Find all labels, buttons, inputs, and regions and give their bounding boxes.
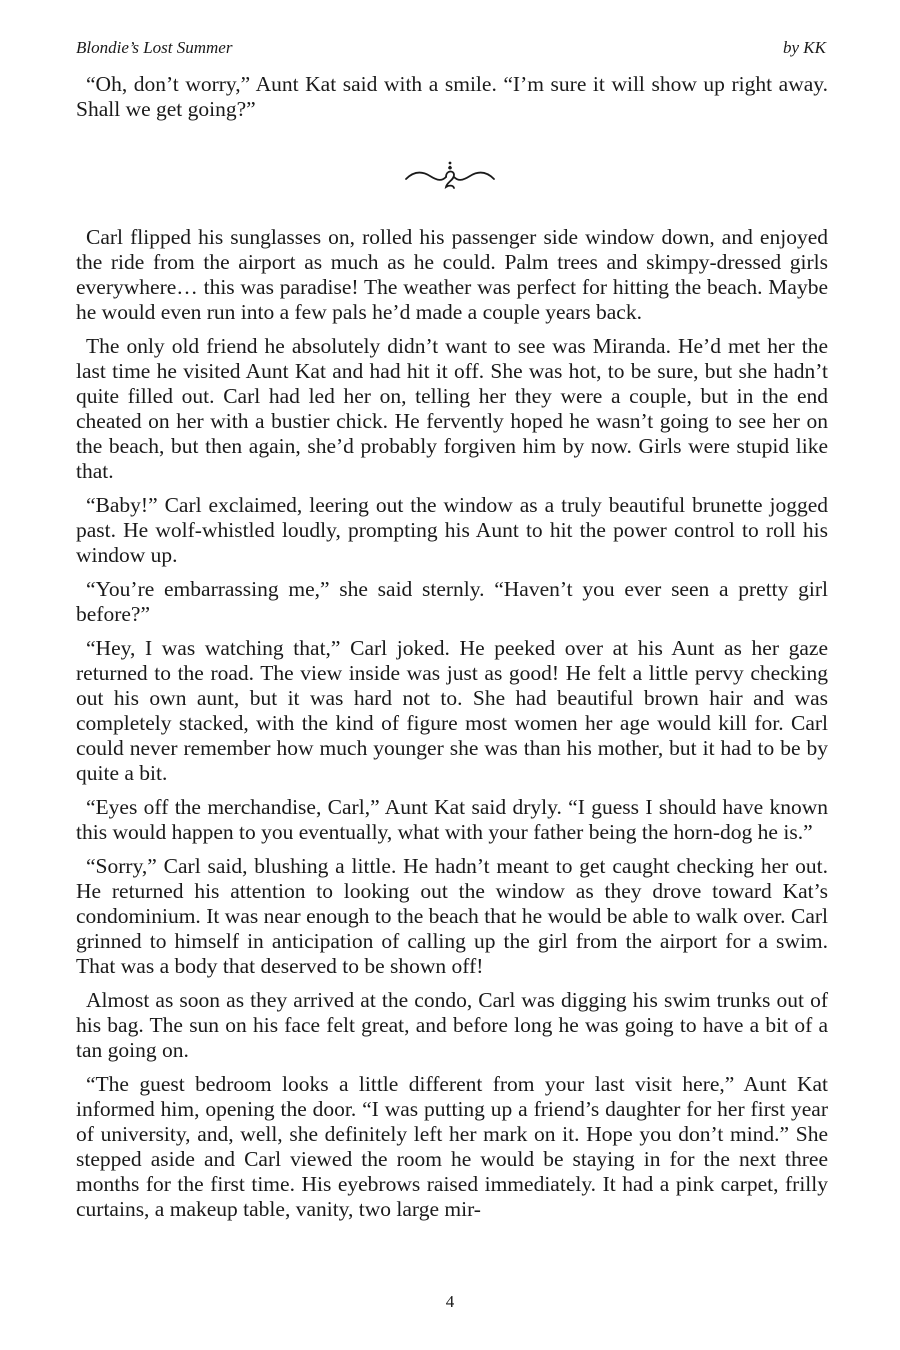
paragraph: “Sorry,” Carl said, blushing a little. He hadn’t meant to get caught checking her out. He returned his attention to looking out the window as they drove toward Kat’s condominium. It was near enough to the beach that he would be able to walk over. Carl grinned to himself in anticipation of calling up the girl from the airport for a swim. That was a body that deserved to be shown off! [76, 854, 828, 978]
main-text-block [76, 225, 828, 1231]
book-title: Blondie’s Lost Summer [76, 38, 233, 57]
page-number: 4 [445, 1292, 455, 1311]
paragraph: “The guest bedroom looks a little different from your last visit here,” Aunt Kat informed him, opening the door. “I was putting up a friend’s daughter for her first year of university, and, well, she definitely left her mark on it. Hope you don’t mind.” She stepped aside and Carl viewed the room he would be staying in for the next three months for the first time. His eyebrows raised immediately. It had a pink carpet, frilly curtains, a makeup table, vanity, two large mir- [76, 1072, 828, 1221]
paragraph: The only old friend he absolutely didn’t want to see was Miranda. He’d met her the last time he visited Aunt Kat and had hit it off. She was hot, to be sure, but she hadn’t quite filled out. Carl had led her on, telling her they were a couple, but in the end cheated on her with a bustier chick. He fervently hoped he wasn’t going to see her on the beach, but then again, she’d probably forgiven him by now. Girls were stupid like that. [76, 334, 828, 483]
paragraph: “Oh, don’t worry,” Aunt Kat said with a smile. “I’m sure it will show up right away. Shall we get going?” [76, 72, 828, 121]
paragraph: Carl flipped his sunglasses on, rolled his passenger side window down, and enjoyed the ride from the airport as much as he could. Palm trees and skimpy-dressed girls everywhere… this was paradise! The weather was perfect for hitting the beach. Maybe he would even run into a few pals he’d made a couple years back. [76, 225, 828, 324]
tilde-flourish-ornament-icon [402, 160, 498, 192]
paragraph: Almost as soon as they arrived at the condo, Carl was digging his swim trunks out of his bag. The sun on his face felt great, and before long he was going to have a bit of a tan going on. [76, 988, 828, 1062]
opening-text-block [76, 72, 828, 131]
paragraph: “You’re embarrassing me,” she said sternly. “Haven’t you ever seen a pretty girl before?” [76, 577, 828, 626]
section-break [0, 160, 900, 192]
running-header [76, 36, 826, 60]
book-author: by KK [783, 38, 826, 57]
paragraph: “Eyes off the merchandise, Carl,” Aunt Kat said dryly. “I guess I should have known this would happen to you eventually, what with your father being the horn-dog he is.” [76, 795, 828, 844]
paragraph: “Baby!” Carl exclaimed, leering out the window as a truly beautiful brunette jogged past. He wolf-whistled loudly, prompting his Aunt to hit the power control to roll his window up. [76, 493, 828, 567]
paragraph: “Hey, I was watching that,” Carl joked. He peeked over at his Aunt as her gaze returned to the road. The view inside was just as good! He felt a little pervy checking out his own aunt, but it was hard not to. She had beautiful brown hair and was completely stacked, with the kind of figure most women her age would kill for. Carl could never remember how much younger she was than his mother, but it had to be by quite a bit. [76, 636, 828, 785]
